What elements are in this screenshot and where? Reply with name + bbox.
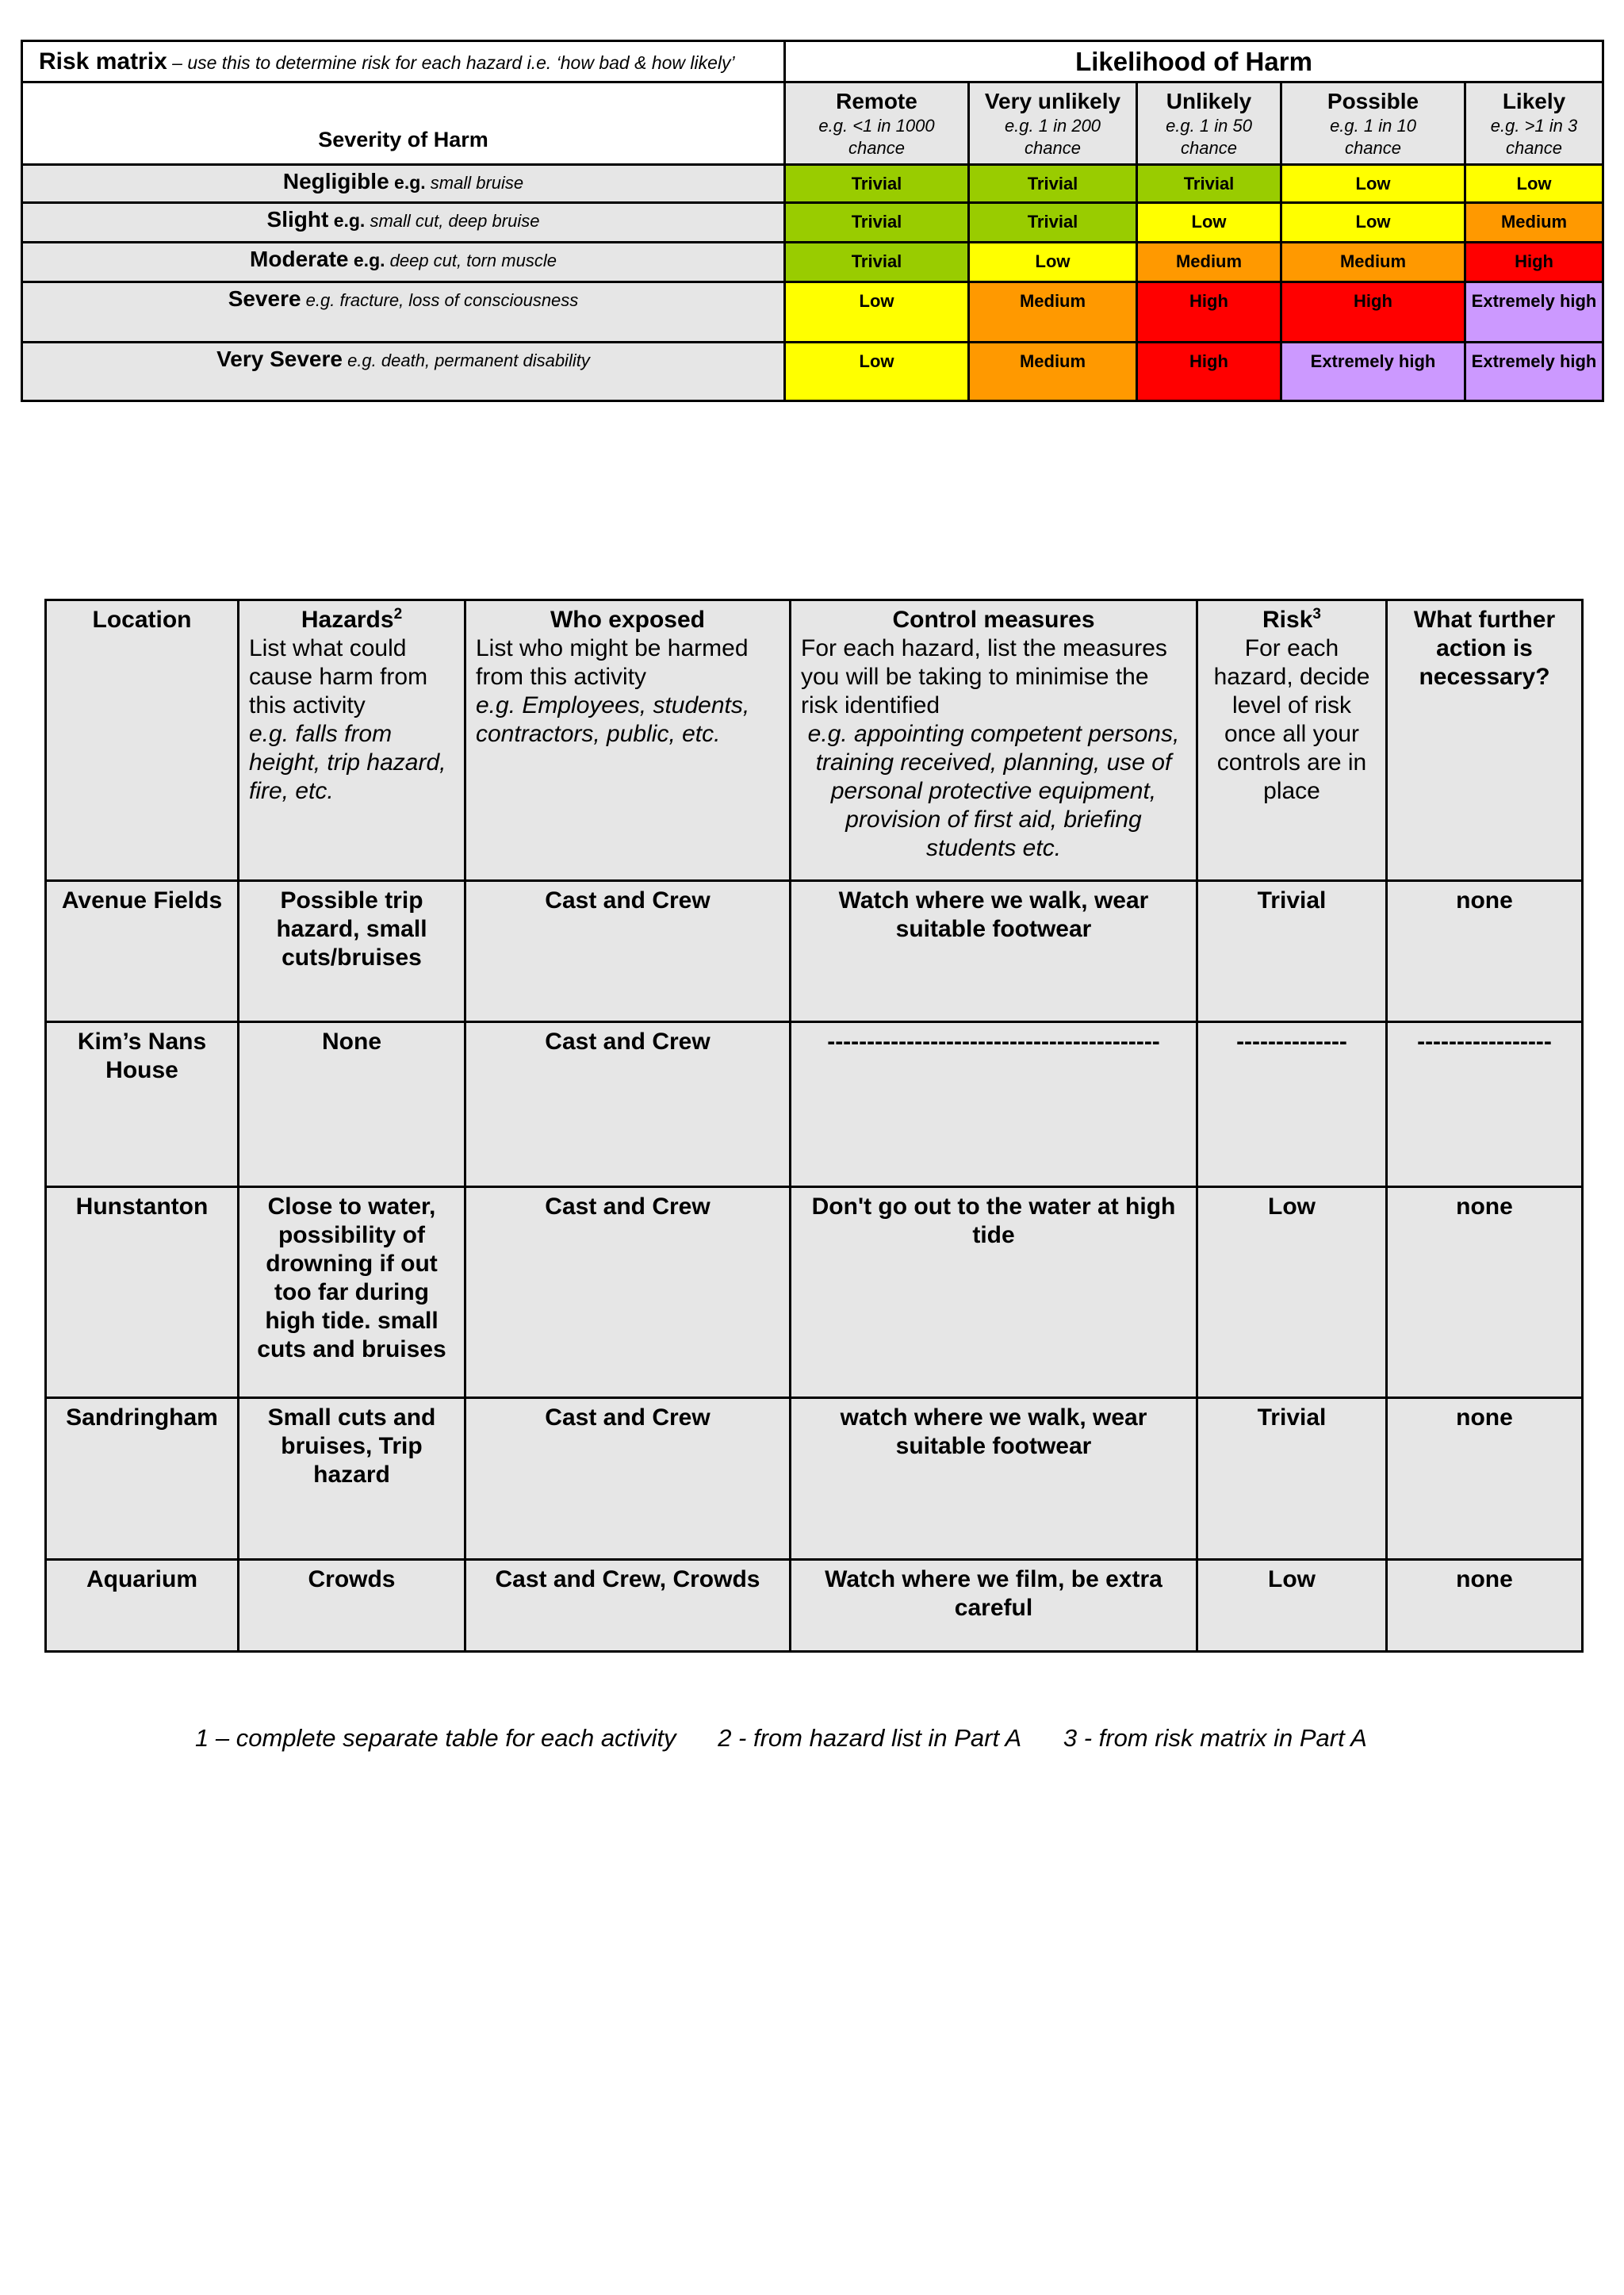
likelihood-name: Very unlikely: [984, 89, 1121, 113]
location-cell: Hunstanton: [46, 1187, 239, 1398]
likelihood-example: e.g. <1 in 1000: [818, 116, 935, 136]
location-cell: Kim’s Nans House: [46, 1022, 239, 1187]
hazard-cell: None: [239, 1022, 465, 1187]
severity-example: e.g. fracture, loss of consciousness: [301, 290, 579, 310]
risk-cell: Low: [1281, 203, 1465, 243]
likelihood-possible: [1281, 82, 1465, 165]
risk-cell: Extremely high: [1465, 282, 1603, 343]
likelihood-example: chance: [1181, 138, 1237, 158]
risk-cell: Low: [785, 343, 969, 401]
control-header-title: Control measures: [892, 607, 1095, 633]
severity-name: Severe: [228, 286, 301, 311]
risk-cell: Medium: [969, 282, 1137, 343]
risk-cell: Low: [785, 282, 969, 343]
risk-cell: Trivial: [969, 203, 1137, 243]
control-cell: Watch where we walk, wear suitable footwear: [791, 881, 1197, 1022]
risk-level-cell: Trivial: [1197, 1398, 1387, 1560]
likelihood-example: e.g. 1 in 200: [1004, 116, 1101, 136]
who-header: [465, 600, 791, 881]
risk-assessment-table: [44, 599, 1584, 1653]
severity-name: Very Severe: [216, 347, 343, 371]
likelihood-header: Likelihood of Harm: [785, 41, 1603, 82]
risk-header-desc: For each hazard, decide level of risk once all your controls are in place: [1213, 635, 1370, 804]
hazard-cell: Possible trip hazard, small cuts/bruises: [239, 881, 465, 1022]
likelihood-example: chance: [848, 138, 905, 158]
hazard-cell: Small cuts and bruises, Trip hazard: [239, 1398, 465, 1560]
risk-cell: Medium: [1281, 243, 1465, 282]
likelihood-unlikely: [1137, 82, 1281, 165]
risk-cell: Trivial: [785, 243, 969, 282]
risk-footnote-mark: 3: [1312, 606, 1321, 623]
who-cell: Cast and Crew: [465, 1022, 791, 1187]
risk-title-text: Risk: [1262, 607, 1313, 633]
further-action-cell: none: [1387, 1560, 1583, 1652]
table-row: [46, 1022, 1583, 1187]
footnote-2: 2 - from hazard list in Part A: [718, 1724, 1022, 1752]
risk-cell: High: [1137, 282, 1281, 343]
risk-header-title: [1208, 606, 1376, 634]
severity-eg: e.g.: [348, 250, 385, 270]
risk-cell: Medium: [969, 343, 1137, 401]
further-header-title: What further action is necessary?: [1413, 607, 1556, 690]
matrix-title: Risk matrix: [39, 48, 167, 75]
table-row: [46, 1398, 1583, 1560]
who-cell: Cast and Crew: [465, 1398, 791, 1560]
hazard-cell: Crowds: [239, 1560, 465, 1652]
matrix-title-cell: [22, 41, 785, 82]
severity-name: Moderate: [250, 247, 349, 271]
footnotes: [195, 1724, 1402, 1753]
likelihood-very-unlikely: [969, 82, 1137, 165]
who-header-example: e.g. Employees, students, contractors, public, etc.: [476, 692, 750, 747]
who-header-desc: List who might be harmed from this activity: [476, 635, 749, 690]
risk-level-cell: --------------: [1197, 1022, 1387, 1187]
risk-cell: Medium: [1137, 243, 1281, 282]
hazard-cell: Close to water, possibility of drowning if out too far during high tide. small cuts and bruises: [239, 1187, 465, 1398]
location-header-title: Location: [92, 607, 192, 633]
further-action-cell: -----------------: [1387, 1022, 1583, 1187]
likelihood-example: e.g. 1 in 10: [1330, 116, 1416, 136]
hazards-header-example: e.g. falls from height, trip hazard, fire, etc.: [249, 721, 446, 804]
hazards-header-title: [249, 606, 454, 634]
table-row: [46, 1187, 1583, 1398]
likelihood-name: Remote: [836, 89, 917, 113]
likelihood-example: chance: [1025, 138, 1081, 158]
who-cell: Cast and Crew: [465, 881, 791, 1022]
risk-cell: High: [1281, 282, 1465, 343]
severity-example: small cut, deep bruise: [365, 211, 540, 231]
risk-matrix-table: [21, 40, 1604, 402]
likelihood-name: Possible: [1327, 89, 1419, 113]
likelihood-name: Unlikely: [1166, 89, 1252, 113]
control-header-desc: For each hazard, list the measures you will be taking to minimise the risk identified: [801, 635, 1167, 718]
footnote-3: 3 - from risk matrix in Part A: [1063, 1724, 1367, 1752]
hazards-header: [239, 600, 465, 881]
control-cell: watch where we walk, wear suitable footwear: [791, 1398, 1197, 1560]
severity-label: [22, 282, 785, 343]
likelihood-example: e.g. >1 in 3: [1490, 116, 1578, 136]
likelihood-name: Likely: [1502, 89, 1566, 113]
location-header: [46, 600, 239, 881]
risk-cell: Low: [969, 243, 1137, 282]
risk-cell: Low: [1137, 203, 1281, 243]
risk-cell: Trivial: [969, 165, 1137, 203]
risk-cell: High: [1465, 243, 1603, 282]
table-row: [46, 1560, 1583, 1652]
control-cell: Watch where we film, be extra careful: [791, 1560, 1197, 1652]
severity-example: deep cut, torn muscle: [385, 251, 557, 270]
hazards-title-text: Hazards: [301, 607, 394, 633]
matrix-row-very-severe: [22, 343, 1603, 401]
who-header-title: Who exposed: [550, 607, 705, 633]
severity-name: Slight: [266, 207, 329, 232]
location-cell: Sandringham: [46, 1398, 239, 1560]
risk-cell: Medium: [1465, 203, 1603, 243]
risk-cell: Low: [1281, 165, 1465, 203]
risk-header: [1197, 600, 1387, 881]
likelihood-example: chance: [1506, 138, 1562, 158]
severity-eg: e.g.: [389, 172, 426, 193]
location-cell: Aquarium: [46, 1560, 239, 1652]
likelihood-likely: [1465, 82, 1603, 165]
risk-level-cell: Low: [1197, 1187, 1387, 1398]
footnote-1: 1 – complete separate table for each activity: [195, 1724, 676, 1752]
risk-cell: Extremely high: [1281, 343, 1465, 401]
matrix-row-slight: [22, 203, 1603, 243]
control-cell: ------------------------------------------: [791, 1022, 1197, 1187]
severity-example: small bruise: [425, 173, 524, 193]
risk-level-cell: Low: [1197, 1560, 1387, 1652]
further-action-cell: none: [1387, 1398, 1583, 1560]
risk-level-cell: Trivial: [1197, 881, 1387, 1022]
matrix-row-severe: [22, 282, 1603, 343]
risk-cell: Trivial: [785, 203, 969, 243]
matrix-row-negligible: [22, 165, 1603, 203]
severity-header: Severity of Harm: [22, 82, 785, 165]
further-action-cell: none: [1387, 881, 1583, 1022]
further-action-header: [1387, 600, 1583, 881]
severity-label: [22, 243, 785, 282]
risk-cell: Trivial: [785, 165, 969, 203]
hazards-header-desc: List what could cause harm from this activity: [249, 635, 428, 718]
likelihood-remote: [785, 82, 969, 165]
who-cell: Cast and Crew, Crowds: [465, 1560, 791, 1652]
severity-label: [22, 203, 785, 243]
risk-cell: High: [1137, 343, 1281, 401]
risk-cell: Trivial: [1137, 165, 1281, 203]
severity-label: [22, 343, 785, 401]
further-action-cell: none: [1387, 1187, 1583, 1398]
hazards-footnote-mark: 2: [393, 606, 403, 623]
who-cell: Cast and Crew: [465, 1187, 791, 1398]
severity-label: [22, 165, 785, 203]
location-cell: Avenue Fields: [46, 881, 239, 1022]
severity-name: Negligible: [282, 169, 389, 193]
control-cell: Don't go out to the water at high tide: [791, 1187, 1197, 1398]
control-header-example: e.g. appointing competent persons, training received, planning, use of personal protective equipment, provision of first aid, briefing students etc.: [807, 721, 1180, 861]
matrix-subtitle: – use this to determine risk for each hazard i.e. ‘how bad & how likely’: [167, 52, 735, 73]
severity-eg: e.g.: [328, 210, 366, 231]
severity-example: e.g. death, permanent disability: [342, 351, 590, 370]
risk-cell: Low: [1465, 165, 1603, 203]
control-header: [791, 600, 1197, 881]
table-row: [46, 881, 1583, 1022]
risk-cell: Extremely high: [1465, 343, 1603, 401]
matrix-row-moderate: [22, 243, 1603, 282]
likelihood-example: e.g. 1 in 50: [1166, 116, 1252, 136]
likelihood-example: chance: [1345, 138, 1401, 158]
assessment-header-row: [46, 600, 1583, 881]
